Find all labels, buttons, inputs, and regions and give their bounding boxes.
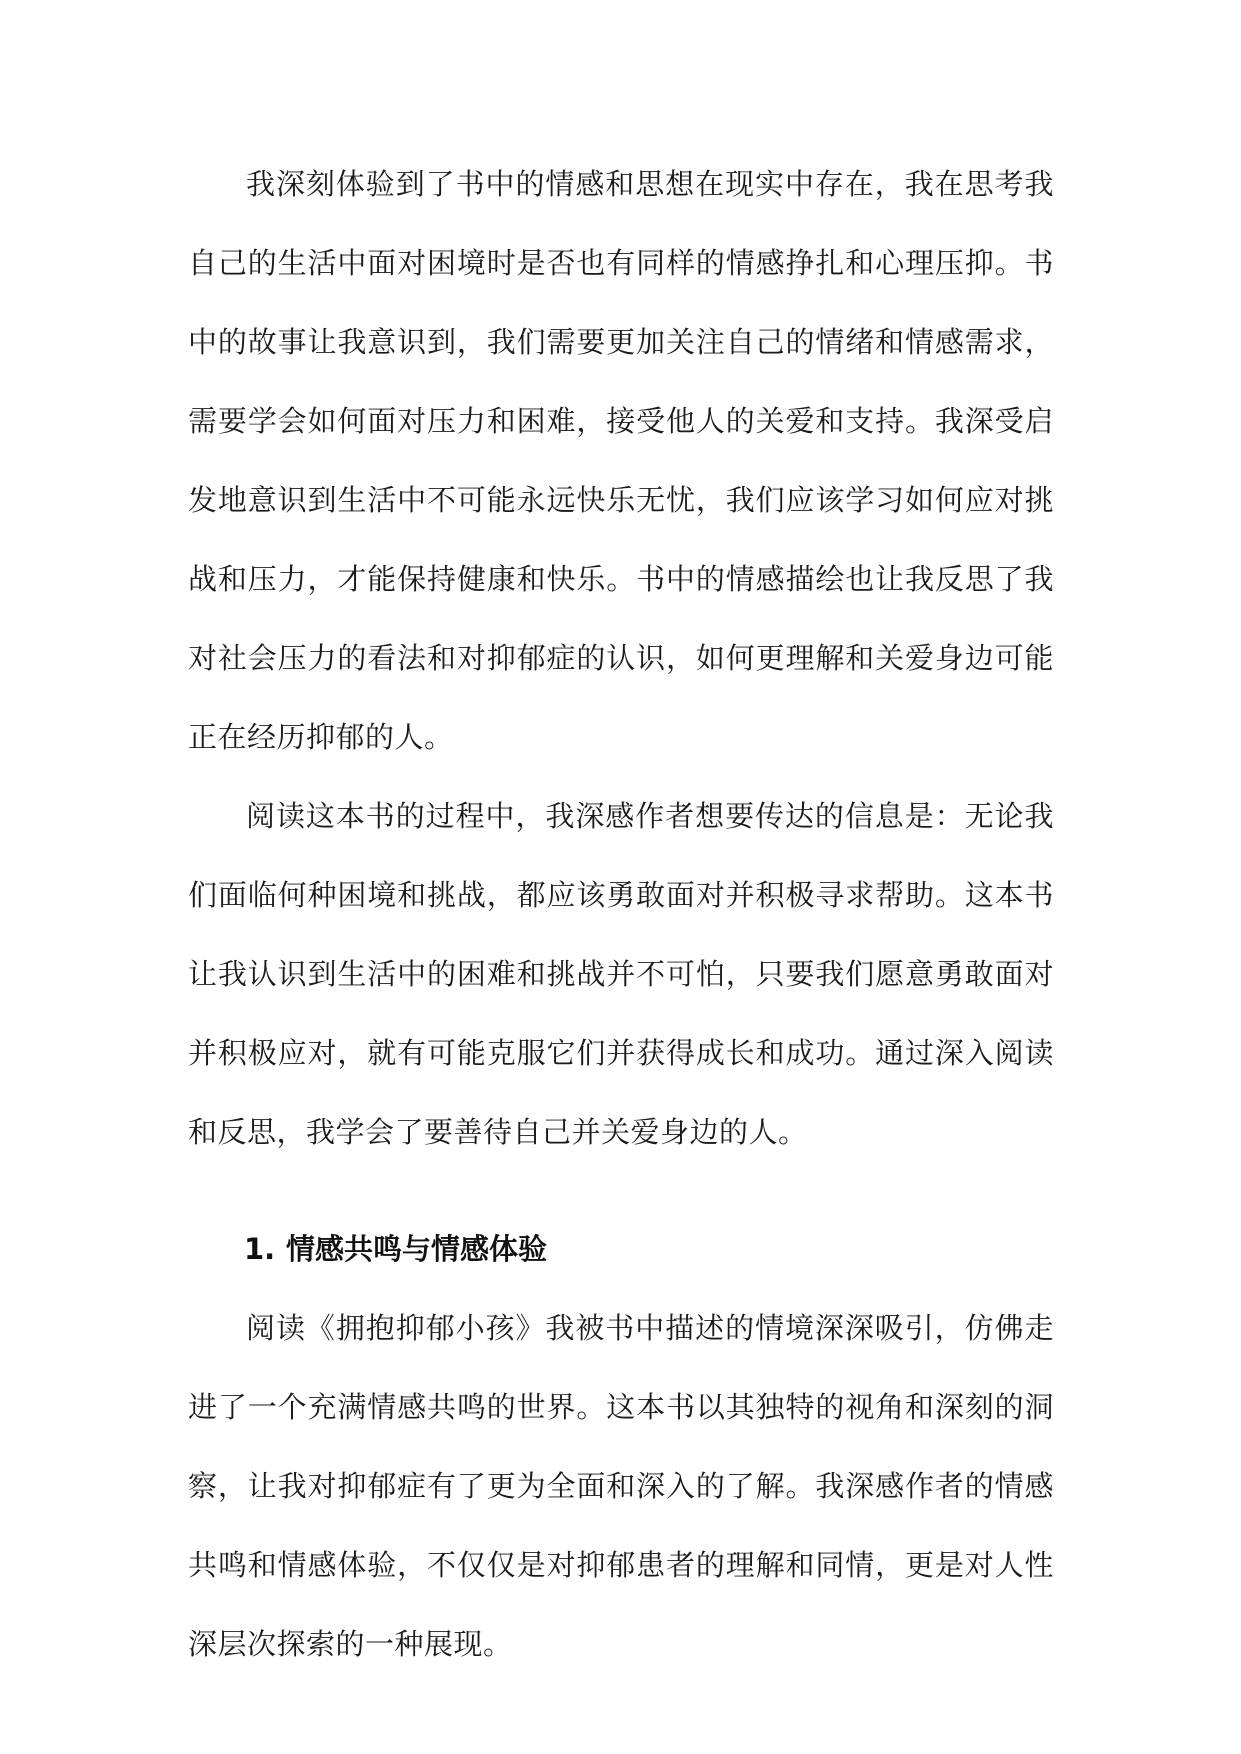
paragraph-message: 阅读这本书的过程中，我深感作者想要传达的信息是：无论我们面临何种困境和挑战，都应该勇敢面对并积极寻求帮助。这本书让我认识到生活中的困难和挑战并不可怕，只要我们愿意勇敢面对并积极应对，就有可能克服它们并获得成长和成功。通过深入阅读和反思，我学会了要善待自己并关爱身边的人。 xyxy=(188,799,1054,1149)
section-title: 情感共鸣与情感体验 xyxy=(286,1232,548,1266)
section-number: 1. xyxy=(244,1232,276,1266)
section-heading xyxy=(188,1210,1054,1289)
document-body xyxy=(188,145,1054,1684)
paragraph-reflection: 我深刻体验到了书中的情感和思想在现实中存在，我在思考我自己的生活中面对困境时是否也有同样的情感挣扎和心理压抑。书中的故事让我意识到，我们需要更加关注自己的情绪和情感需求，需要学会如何面对压力和困难，接受他人的关爱和支持。我深受启发地意识到生活中不可能永远快乐无忧，我们应该学习如何应对挑战和压力，才能保持健康和快乐。书中的情感描绘也让我反思了我对社会压力的看法和对抑郁症的认识，如何更理解和关爱身边可能正在经历抑郁的人。 xyxy=(188,167,1054,754)
paragraph-resonance: 阅读《拥抱抑郁小孩》我被书中描述的情境深深吸引，仿佛走进了一个充满情感共鸣的世界。这本书以其独特的视角和深刻的洞察，让我对抑郁症有了更为全面和深入的了解。我深感作者的情感共鸣和情感体验，不仅仅是对抑郁患者的理解和同情，更是对人性深层次探索的一种展现。 xyxy=(188,1311,1054,1661)
